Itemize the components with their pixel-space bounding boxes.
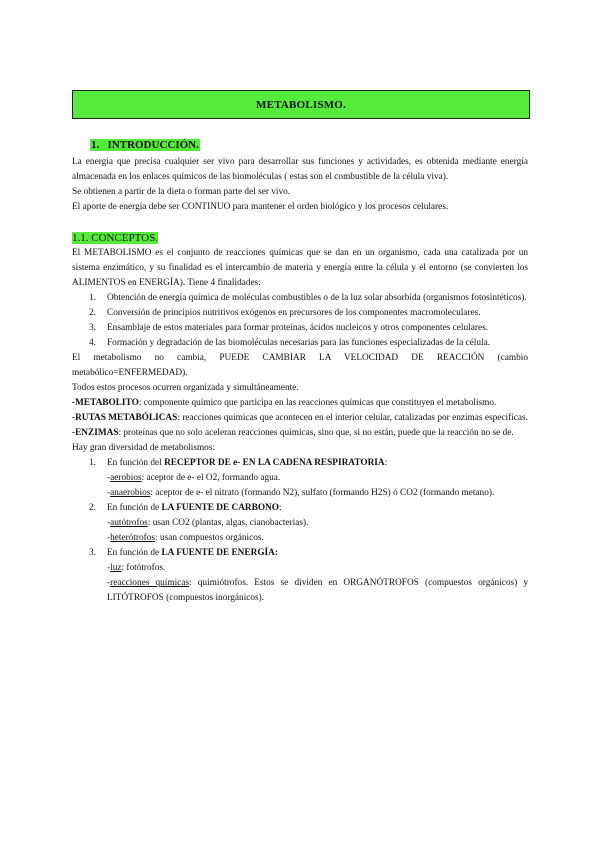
subsection-heading-conceptos: 1.1. CONCEPTOS.: [72, 232, 158, 244]
list-item: 4. Formación y degradación de las biomoléculas necesarias para las funciones especializadas de la célula.: [89, 338, 491, 348]
finalidades-list: [72, 291, 528, 351]
paragraph: El METABOLISMO es el conjunto de reacciones químicas que se dan en un organismo, cada una catalizada por un sistema enzimático, y su finalidad es el intercambio de materia y energía entre la célula y el entorno (se convierten los ALIMENTOS en ENERGÍA). Tiene 4 finalidades:: [72, 248, 528, 288]
section-title: INTRODUCCIÓN.: [107, 139, 199, 151]
metabolism-types-list: [72, 456, 528, 606]
paragraph: Todos estos procesos ocurren organizada y simultáneamente.: [72, 383, 299, 393]
page-title: METABOLISMO.: [256, 98, 346, 111]
term: -RUTAS METABÓLICAS: [72, 413, 178, 423]
term: -METABOLITO: [72, 398, 139, 408]
sub-item: -heterótrofos: usan compuestos orgánicos.: [107, 533, 264, 543]
document-body: [72, 137, 528, 606]
sub-item: -autótrofos: usan CO2 (plantas, algas, cianobacterias).: [107, 518, 309, 528]
paragraph: Hay gran diversidad de metabolismos:: [72, 443, 216, 453]
sub-item: -reacciones químicas: quimiótrofos. Estos se dividen en ORGANÓTROFOS (compuestos orgánicos) y LITÓTROFOS (compuestos inorgánicos).: [107, 578, 528, 603]
sub-item: -anaerobios: aceptor de e- el nitrato (formando N2), sulfato (formando H2S) ó CO2 (formando metano).: [107, 488, 495, 498]
paragraph: Se obtienen a partir de la dieta o forman parte del ser vivo.: [72, 187, 291, 197]
paragraph: El aporte de energía debe ser CONTINUO para mantener el orden biológico y los procesos celulares.: [72, 202, 449, 212]
section-number: 1.: [91, 139, 100, 151]
list-item: 2. En función de LA FUENTE DE CARBONO:: [89, 503, 282, 513]
list-item: 2. Conversión de principios nutritivos exógenos en precursores de los componentes macromoleculares.: [89, 308, 481, 318]
definition-metabolito: -METABOLITO: componente químico que participa en las reacciones químicas que constituyen el metabolismo.: [72, 398, 497, 408]
section-heading-introduccion: [90, 137, 528, 153]
list-item: 3. Ensamblaje de estos materiales para formar proteínas, ácidos nucleicos y otros componentes celulares.: [89, 323, 489, 333]
sub-item: -luz: fotótrofos.: [107, 563, 166, 573]
paragraph: El metabolismo no cambia, PUEDE CAMBIAR LA VELOCIDAD DE REACCIÓN (cambio metabólico=ENFERMEDAD).: [72, 353, 528, 378]
list-item: 1. Obtención de energía química de moléculas combustibles o de la luz solar absorbida (organismos fotosintéticos).: [89, 293, 527, 303]
definition-enzimas: -ENZIMAS: proteínas que no solo aceleran reacciones químicas, sino que, si no están, puede que la reacción no se de.: [72, 428, 514, 438]
paragraph: La energía que precisa cualquier ser vivo para desarrollar sus funciones y actividades, es obtenida mediante energía almacenada en los enlaces químicos de las biomoléculas ( estas son el combustible de la célula viva).: [72, 157, 528, 182]
title-banner: [72, 90, 530, 119]
term: -ENZIMAS: [72, 428, 119, 438]
sub-item: -aerobios: aceptor de e- el O2, formando agua.: [107, 473, 281, 483]
list-item: 1. En función del RECEPTOR DE e- EN LA CADENA RESPIRATORIA:: [89, 458, 388, 468]
definition-rutas: -RUTAS METABÓLICAS: reacciones químicas que acontecen en el interior celular, catalizadas por enzimas específicas.: [72, 413, 528, 423]
list-item: 3. En función de LA FUENTE DE ENERGÍA:: [89, 548, 278, 558]
